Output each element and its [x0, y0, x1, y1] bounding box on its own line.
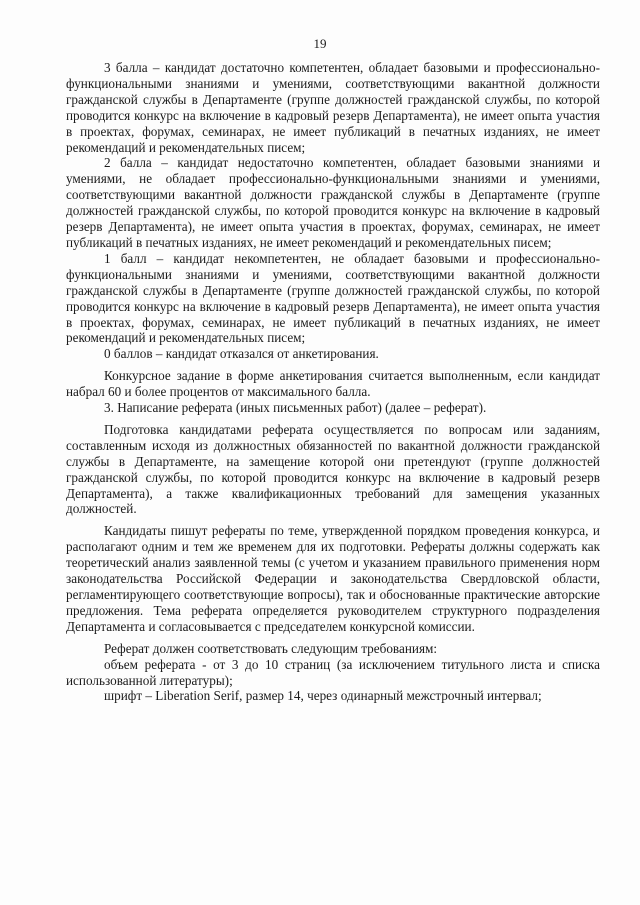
list-item-font: шрифт – Liberation Serif, размер 14, через одинарный межстрочный интервал; [104, 688, 542, 704]
paragraph-essay-preparation: Подготовка кандидатами реферата осуществляется по вопросам или заданиям, составленным исходя из должностных обязанностей по вакантной должности гражданской службы в Департаменте, на замещение которой они претендуют (группе должностей гражданской службы, по которой проводится конкурс на включение в кадровый резерв Департамента), а также квалификационных требований для замещения указанных должностей. [66, 421, 600, 517]
paragraph-essay-topic: Кандидаты пишут рефераты по теме, утвержденной порядком проведения конкурса, и располагают одним и тем же временем для их подготовки. Рефераты должны содержать как теоретический анализ заявленной темы (с учетом и указанием правильного применения норм законодательства Российской Федерации и законодательства Свердловской области, регламентирующего соответствующие вопросы), так и обоснованные практические авторские предложения. Тема реферата определяется руководителем структурного подразделения Департамента и согласовывается с председателем конкурсной комиссии. [66, 523, 600, 634]
page-number: 19 [313, 36, 327, 51]
document-body [66, 60, 600, 704]
section-heading-essay: 3. Написание реферата (иных письменных работ) (далее – реферат). [104, 400, 487, 416]
paragraph-score-3: 3 балла – кандидат достаточно компетентен, обладает базовыми и профессионально-функциональными знаниями и умениями, соответствующими вакантной должности гражданской службы в Департаменте (группе должностей гражданской службы, по которой проводится конкурс на включение в кадровый резерв Департамента), не имеет опыта участия в проектах, форумах, семинарах, не имеет публикаций в печатных изданиях, не имеет рекомендаций и рекомендательных писем; [66, 60, 600, 155]
paragraph-score-1: 1 балл – кандидат некомпетентен, не обладает базовыми и профессионально-функциональными знаниями и умениями, соответствующими вакантной должности гражданской службы в Департаменте (группе должностей гражданской службы, по которой проводится конкурс на включение в кадровый резерв Департамента), не имеет опыта участия в проектах, форумах, семинарах, не имеет публикаций в печатных изданиях, не имеет рекомендаций и рекомендательных писем; [66, 250, 600, 346]
paragraph-score-2: 2 балла – кандидат недостаточно компетентен, обладает базовыми знаниями и умениями, не обладает профессионально-функциональными знаниями и умениями, соответствующими вакантной должности гражданской службы в Департаменте (группе должностей гражданской службы, по которой проводится конкурс на включение в кадровый резерв Департамента), не имеет опыта участия в проектах, форумах, семинарах, не имеет публикаций в печатных изданиях, не имеет рекомендаций и рекомендательных писем; [66, 155, 600, 250]
paragraph-task-completed: Конкурсное задание в форме анкетирования считается выполненным, если кандидат набрал 60 и более процентов от максимального балла. [66, 368, 600, 400]
list-item-volume: объем реферата - от 3 до 10 страниц (за исключением титульного листа и списка использованной литературы); [66, 656, 600, 688]
paragraph-essay-requirements: Реферат должен соответствовать следующим требованиям: [104, 640, 438, 656]
paragraph-score-0: 0 баллов – кандидат отказался от анкетирования. [104, 346, 379, 362]
